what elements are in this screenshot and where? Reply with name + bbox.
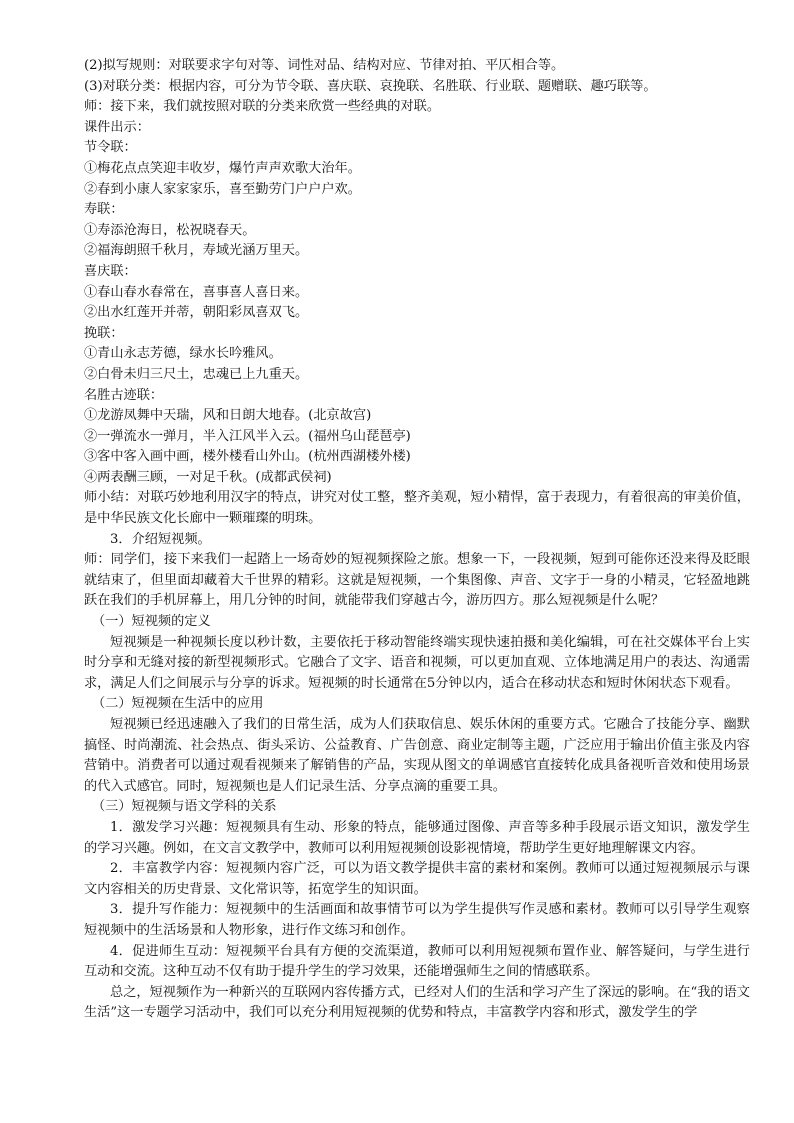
- paragraph: ①寿添沧海日，松祝晓春天。: [84, 222, 256, 238]
- paragraph: ②出水红莲开并蒂，朝阳彩凤喜双飞。: [84, 305, 309, 321]
- paragraph: 寿联：: [84, 202, 124, 218]
- paragraph: 2．丰富教学内容：短视频内容广泛，可以为语文教学提供丰富的素材和案例。教师可以通过短视频展示与课文内容相关的历史背景、文化常识等，拓宽学生的知识面。: [84, 861, 750, 897]
- section-heading: （二）短视频在生活中的应用: [92, 696, 264, 712]
- paragraph: (3)对联分类：根据内容，可分为节令联、喜庆联、哀挽联、名胜联、行业联、题赠联、趣巧联等。: [84, 78, 657, 94]
- paragraph: 1．激发学习兴趣：短视频具有生动、形象的特点，能够通过图像、声音等多种手段展示语文知识，激发学生的学习兴趣。例如，在文言文教学中，教师可以利用短视频创设影视情境，帮助学生更好地理解课文内容。: [84, 819, 750, 856]
- section-heading: （一）短视频的定义: [92, 614, 211, 630]
- paragraph: ①春山春水春常在，喜事喜人喜日来。: [84, 284, 309, 300]
- paragraph: 喜庆联：: [84, 263, 137, 279]
- paragraph: 课件出示：: [84, 119, 150, 135]
- paragraph: 短视频已经迅速融入了我们的日常生活，成为人们获取信息、娱乐休闲的重要方式。它融合了技能分享、幽默搞怪、时尚潮流、社会热点、街头采访、公益教育、广告创意、商业定制等主题，广泛应用于输出价值主张及内容营销中。消费者可以通过观看视频来了解销售的产品，实现从图文的单调感官直接转化成具备视听音效和使用场景的代入式感官。同时，短视频也是人们记录生活、分享点滴的重要工具。: [84, 717, 750, 794]
- paragraph: ③客中客入画中画，楼外楼看山外山。(杭州西湖楼外楼): [84, 449, 411, 465]
- paragraph: 4．促进师生互动：短视频平台具有方便的交流渠道，教师可以利用短视频布置作业、解答疑问，与学生进行互动和交流。这种互动不仅有助于提升学生的学习效果，还能增强师生之间的情感联系。: [84, 943, 750, 980]
- paragraph: (2)拟写规则：对联要求字句对等、词性对品、结构对应、节律对拍、平仄相合等。: [84, 58, 565, 73]
- paragraph: 师：同学们，接下来我们一起踏上一场奇妙的短视频探险之旅。想象一下，一段视频，短到可能你还没来得及眨眼就结束了，但里面却藏着大千世界的精彩。这就是短视频，一个集图像、声音、文字于一身的小精灵，它轻盈地跳跃在我们的手机屏幕上，用几分钟的时间，就能带我们穿越古今，游历四方。那么短视频是什么呢？: [84, 552, 750, 609]
- paragraph: 节令联：: [84, 140, 137, 156]
- paragraph: 师：接下来，我们就按照对联的分类来欣赏一些经典的对联。: [84, 99, 441, 115]
- paragraph: ②一弹流水一弹月，半入江风半入云。(福州乌山琵琶亭): [84, 428, 411, 444]
- paragraph: 3．提升写作能力：短视频中的生活画面和故事情节可以为学生提供写作灵感和素材。教师可以引导学生观察短视频中的生活场景和人物形象，进行作文练习和创作。: [84, 902, 750, 938]
- section-heading: （三）短视频与语文学科的关系: [92, 799, 277, 815]
- paragraph: ①梅花点点笑迎丰收岁，爆竹声声欢歌大治年。: [84, 160, 361, 176]
- paragraph: ②白骨未归三尺土，忠魂已上九重天。: [84, 366, 309, 382]
- paragraph: 挽联：: [84, 325, 124, 341]
- paragraph: 师小结：对联巧妙地利用汉字的特点，讲究对仗工整，整齐美观，短小精悍，富于表现力，有着很高的审美价值，是中华民族文化长廊中一颗璀璨的明珠。: [84, 490, 750, 527]
- paragraph: ④两表酬三顾，一对足千秋。(成都武侯祠): [84, 469, 332, 485]
- paragraph: ①青山永志芳德，绿水长吟雅风。: [84, 346, 282, 362]
- document-body: [84, 56, 750, 1024]
- paragraph: 3．介绍短视频。: [110, 531, 211, 547]
- paragraph: 总之，短视频作为一种新兴的互联网内容传播方式，已经对人们的生活和学习产生了深远的影响。在“我的语文生活”这一专题学习活动中，我们可以充分利用短视频的优势和特点，丰富教学内容和形式，激发学生的学: [84, 984, 750, 1021]
- paragraph: ②福海朗照千秋月，寿域光涵万里天。: [84, 243, 309, 259]
- paragraph: ①龙游凤舞中天瑞，风和日朗大地春。(北京故宫): [84, 408, 372, 424]
- paragraph: ②春到小康人家家家乐，喜至勤劳门户户户欢。: [84, 181, 361, 197]
- paragraph: 短视频是一种视频长度以秒计数，主要依托于移动智能终端实现快速拍摄和美化编辑，可在社交媒体平台上实时分享和无缝对接的新型视频形式。它融合了文字、语音和视频，可以更加直观、立体地满足用户的表达、沟通需求，满足人们之间展示与分享的诉求。短视频的时长通常在5分钟以内，适合在移动状态和短时休闲状态下观看。: [84, 634, 750, 691]
- paragraph: 名胜古迹联：: [84, 387, 164, 403]
